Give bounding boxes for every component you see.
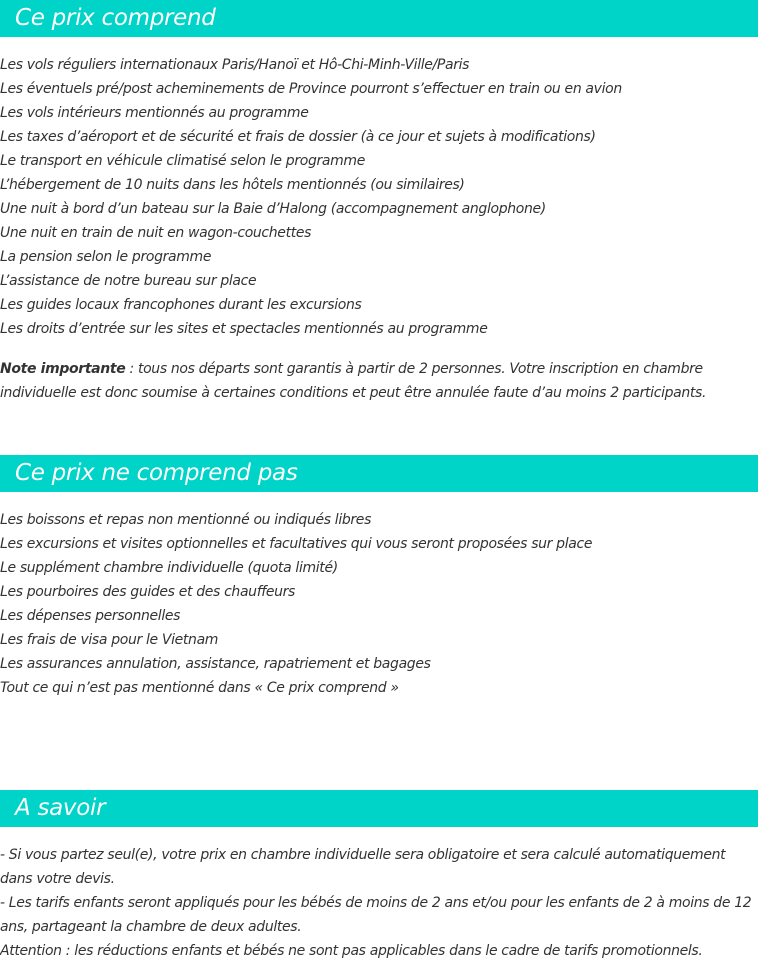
included-section bbox=[0, 0, 758, 401]
info-heading: A savoir bbox=[0, 790, 758, 827]
list-item: Les dépenses personnelles bbox=[0, 608, 181, 624]
list-item: Une nuit à bord d’un bateau sur la Baie d’Halong (accompagnement anglophone) bbox=[0, 201, 546, 217]
important-note bbox=[0, 357, 755, 405]
list-item: Les frais de visa pour le Vietnam bbox=[0, 632, 219, 648]
list-item: Les taxes d’aéroport et de sécurité et frais de dossier (à ce jour et sujets à modifications) bbox=[0, 129, 596, 145]
info-paragraphs bbox=[0, 843, 755, 963]
list-item: Les excursions et visites optionnelles et facultatives qui vous seront proposées sur place bbox=[0, 536, 593, 552]
list-item: Une nuit en train de nuit en wagon-couchettes bbox=[0, 225, 312, 241]
list-item: Les pourboires des guides et des chauffeurs bbox=[0, 584, 295, 600]
list-item: Les vols réguliers internationaux Paris/Hanoï et Hô-Chi-Minh-Ville/Paris bbox=[0, 57, 470, 73]
list-item: Les vols intérieurs mentionnés au programme bbox=[0, 105, 309, 121]
list-item: Les boissons et repas non mentionné ou indiqués libres bbox=[0, 512, 372, 528]
info-section bbox=[0, 790, 758, 959]
list-item: L’hébergement de 10 nuits dans les hôtels mentionnés (ou similaires) bbox=[0, 177, 465, 193]
included-list bbox=[0, 53, 622, 341]
list-item: L’assistance de notre bureau sur place bbox=[0, 273, 257, 289]
info-paragraph: - Les tarifs enfants seront appliqués pour les bébés de moins de 2 ans et/ou pour les enfants de 2 à moins de 12 ans, partageant la chambre de deux adultes. bbox=[0, 895, 752, 935]
list-item: Les droits d’entrée sur les sites et spectacles mentionnés au programme bbox=[0, 321, 488, 337]
excluded-heading: Ce prix ne comprend pas bbox=[0, 455, 758, 492]
important-note-paragraph bbox=[0, 357, 755, 405]
excluded-list bbox=[0, 508, 592, 700]
list-item: La pension selon le programme bbox=[0, 249, 212, 265]
list-item: Les éventuels pré/post acheminements de Province pourront s’effectuer en train ou en avion bbox=[0, 81, 622, 97]
list-item: Le transport en véhicule climatisé selon le programme bbox=[0, 153, 365, 169]
list-item: Les assurances annulation, assistance, rapatriement et bagages bbox=[0, 656, 431, 672]
list-item: Le supplément chambre individuelle (quota limité) bbox=[0, 560, 338, 576]
list-item: Les guides locaux francophones durant les excursions bbox=[0, 297, 362, 313]
important-note-label: Note importante bbox=[0, 361, 126, 377]
important-note-text: : tous nos départs sont garantis à partir de 2 personnes. Votre inscription en chambre individuelle est donc soumise à certaines conditions et peut être annulée faute d’au moins 2 participants. bbox=[0, 361, 707, 401]
list-item: Tout ce qui n’est pas mentionné dans « Ce prix comprend » bbox=[0, 680, 399, 696]
excluded-section bbox=[0, 455, 758, 696]
info-paragraph: - Si vous partez seul(e), votre prix en chambre individuelle sera obligatoire et sera calculé automatiquement dans votre devis. bbox=[0, 847, 726, 887]
included-heading: Ce prix comprend bbox=[0, 0, 758, 37]
info-paragraph: Attention : les réductions enfants et bébés ne sont pas applicables dans le cadre de tarifs promotionnels. bbox=[0, 943, 703, 959]
